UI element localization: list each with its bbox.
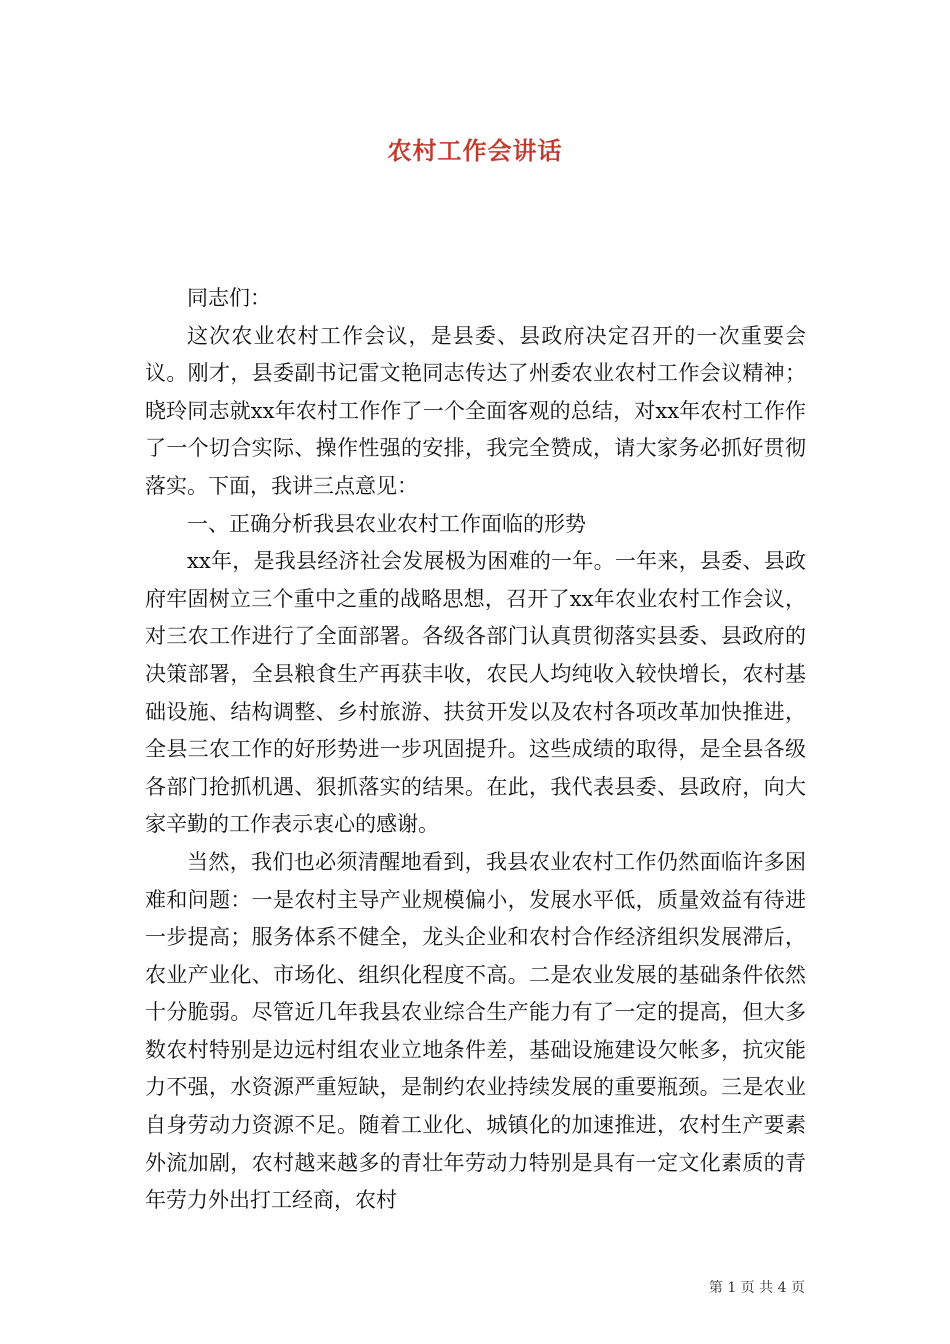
page-number: 第 1 页 共 4 页 [708,1280,805,1296]
paragraph-problems: 当然，我们也必须清醒地看到，我县农业农村工作仍然面临许多困难和问题：一是农村主导产业规模偏小，发展水平低，质量效益有待进一步提高；服务体系不健全，龙头企业和农村合作经济组织发展滞后，农业产业化、市场化、组织化程度不高。二是农业发展的基础条件依然十分脆弱。尽管近几年我县农业综合生产能力有了一定的提高，但大多数农村特别是边远村组农业立地条件差，基础设施建设欠帐多，抗灾能力不强，水资源严重短缺，是制约农业持续发展的重要瓶颈。三是农业自身劳动力资源不足。随着工业化、城镇化的加速推进，农村生产要素外流加剧，农村越来越多的青壮年劳动力特别是具有一定文化素质的青年劳力外出打工经商，农村 [145,849,806,1213]
greeting: 同志们： [187,286,271,310]
document-body [145,280,806,1220]
section-heading-1: 一、正确分析我县农业农村工作面临的形势 [187,511,586,536]
document-title: 农村工作会讲话 [387,136,563,165]
paragraph-situation: xx年，是我县经济社会发展极为困难的一年。一年来，县委、县政府牢固树立三个重中之重的战略思想，召开了xx年农业农村工作会议，对三农工作进行了全面部署。各级各部门认真贯彻落实县委、县政府的决策部署，全县粮食生产再获丰收，农民人均纯收入较快增长，农村基础设施、结构调整、乡村旅游、扶贫开发以及农村各项改革加快推进，全县三农工作的好形势进一步巩固提升。这些成绩的取得，是全县各级各部门抢抓机遇、狠抓落实的结果。在此，我代表县委、县政府，向大家辛勤的工作表示衷心的感谢。 [145,549,806,837]
paragraph-intro: 这次农业农村工作会议，是县委、县政府决定召开的一次重要会议。刚才，县委副书记雷文艳同志传达了州委农业农村工作会议精神；晓玲同志就xx年农村工作作了一个全面客观的总结，对xx年农村工作作了一个切合实际、操作性强的安排，我完全赞成，请大家务必抓好贯彻落实。下面，我讲三点意见： [145,323,806,498]
